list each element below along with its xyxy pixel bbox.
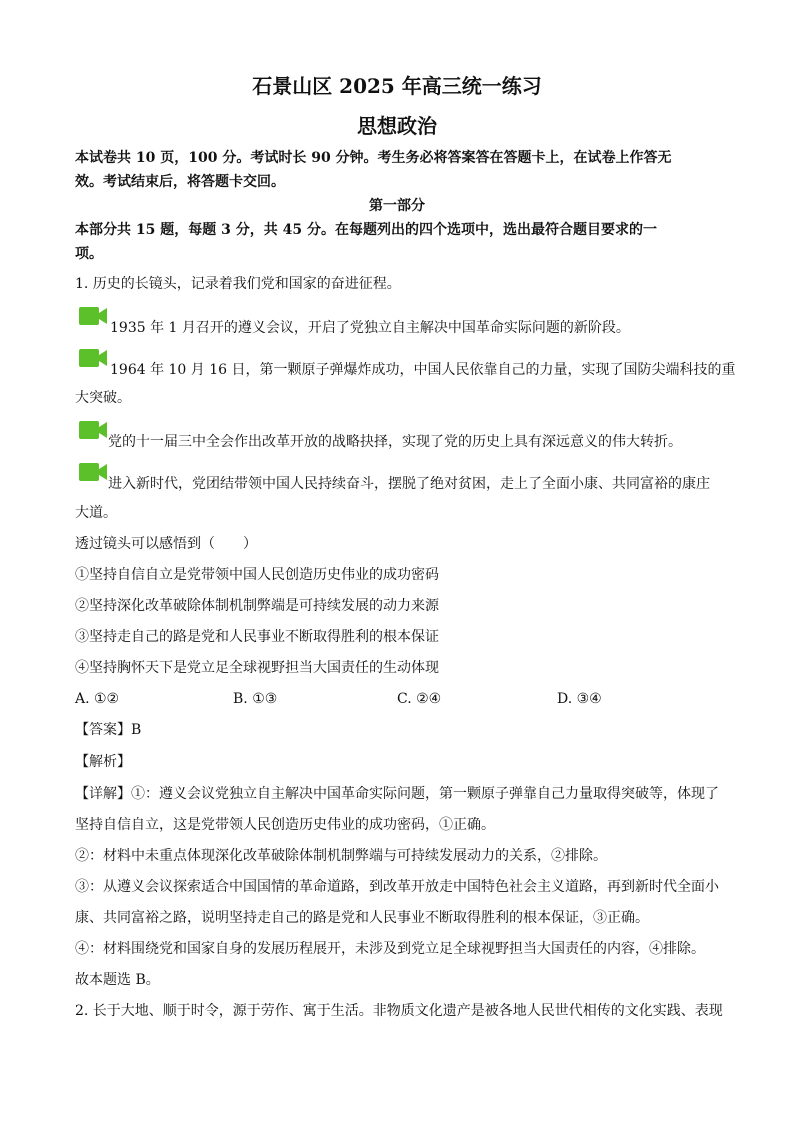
option-a: A. ①② (75, 691, 120, 707)
intro-line-2: 效。考试结束后，将答题卡交回。 (75, 174, 285, 190)
subject-title: 思想政治 (357, 114, 437, 138)
detail-2: ②：材料中未重点体现深化改革破除体制机制弊端与可持续发展动力的关系，②排除。 (75, 848, 607, 864)
video-icon (79, 462, 107, 482)
q1-item-1: 1935 年 1 月召开的遵义会议，开启了党独立自主解决中国革命实际问题的新阶段。 (110, 320, 630, 336)
q1-prompt: 透过镜头可以感悟到（ ） (75, 536, 257, 552)
option-d: D. ③④ (557, 691, 602, 707)
part-desc-1: 本部分共 15 题，每题 3 分，共 45 分。在每题列出的四个选项中，选出最符合题目要求的一 (75, 222, 657, 238)
q1-statement-4: ④坚持胸怀天下是党立足全球视野担当大国责任的生动体现 (75, 660, 439, 676)
analysis-label: 【解析】 (75, 754, 131, 770)
video-icon (79, 306, 107, 326)
detail-3b: 康、共同富裕之路，说明坚持走自己的路是党和人民事业不断取得胜利的根本保证，③正确。 (75, 910, 649, 926)
part-heading: 第一部分 (369, 198, 425, 214)
part-desc-2: 项。 (75, 246, 103, 262)
detail-1a: 【详解】①：遵义会议党独立自主解决中国革命实际问题，第一颗原子弹靠自己力量取得突破等，体现了 (75, 786, 719, 802)
video-icon (79, 420, 107, 440)
detail-1b: 坚持自信自立，这是党带领人民创造历史伟业的成功密码，①正确。 (75, 817, 495, 833)
intro-line-1: 本试卷共 10 页，100 分。考试时长 90 分钟。考生务必将答案答在答题卡上，在试卷上作答无 (75, 150, 672, 166)
exam-title: 石景山区 2025 年高三统一练习 (252, 74, 542, 98)
q2-stem: 2. 长于大地、顺于时令，源于劳作、寓于生活。非物质文化遗产是被各地人民世代相传的文化实践、表现 (75, 1003, 723, 1019)
q1-item-4b: 大道。 (75, 505, 117, 521)
conclusion: 故本题选 B。 (75, 972, 160, 988)
q1-item-2b: 大突破。 (75, 390, 131, 406)
q1-item-3: 党的十一届三中全会作出改革开放的战略抉择，实现了党的历史上具有深远意义的伟大转折。 (108, 434, 682, 450)
q1-item-2a: 1964 年 10 月 16 日，第一颗原子弹爆炸成功，中国人民依靠自己的力量，实现了国防尖端科技的重 (110, 362, 736, 378)
option-b: B. ①③ (233, 691, 278, 707)
detail-3a: ③：从遵义会议探索适合中国国情的革命道路，到改革开放走中国特色社会主义道路，再到新时代全面小 (75, 879, 719, 895)
video-icon (79, 348, 107, 368)
q1-item-4a: 进入新时代，党团结带领中国人民持续奋斗，摆脱了绝对贫困，走上了全面小康、共同富裕的康庄 (108, 476, 710, 492)
q1-stem: 1. 历史的长镜头，记录着我们党和国家的奋进征程。 (75, 276, 401, 292)
detail-4: ④：材料围绕党和国家自身的发展历程展开，未涉及到党立足全球视野担当大国责任的内容，④排除。 (75, 941, 705, 957)
q1-statement-1: ①坚持自信自立是党带领中国人民创造历史伟业的成功密码 (75, 567, 439, 583)
q1-statement-2: ②坚持深化改革破除体制机制弊端是可持续发展的动力来源 (75, 598, 439, 614)
q1-statement-3: ③坚持走自己的路是党和人民事业不断取得胜利的根本保证 (75, 629, 439, 645)
answer-label: 【答案】B (75, 722, 142, 738)
option-c: C. ②④ (397, 691, 442, 707)
